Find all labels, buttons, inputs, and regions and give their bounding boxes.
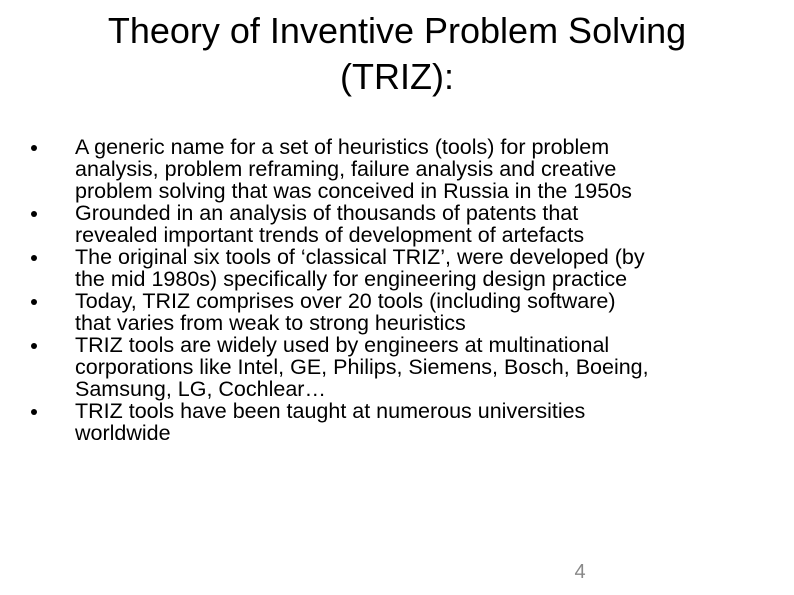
bullet-item (75, 202, 765, 246)
bullet-item (75, 290, 765, 334)
title-line-2: (TRIZ): (340, 56, 454, 97)
bullet-dot-icon (31, 211, 37, 217)
slide-title (40, 8, 754, 100)
bullet-item (75, 334, 765, 400)
title-line-1: Theory of Inventive Problem Solving (107, 10, 687, 51)
page-number: 4 (574, 561, 586, 583)
bullet-item (75, 246, 765, 290)
bullet-dot-icon (31, 255, 37, 261)
bullet-text: Grounded in an analysis of thousands of patents that revealed important trends of development of artefacts (75, 201, 585, 247)
bullet-text: TRIZ tools have been taught at numerous universities worldwide (75, 399, 586, 445)
bullet-text: A generic name for a set of heuristics (tools) for problem analysis, problem reframing, failure analysis and creative problem solving that was conceived in Russia in the 1950s (75, 135, 632, 203)
bullet-list (75, 136, 765, 444)
bullet-text: Today, TRIZ comprises over 20 tools (including software) that varies from weak to strong heuristics (75, 289, 616, 335)
bullet-text: TRIZ tools are widely used by engineers at multinational corporations like Intel, GE, Philips, Siemens, Bosch, Boeing, Samsung, LG, Cochlear… (75, 333, 649, 401)
bullet-item (75, 136, 765, 202)
bullet-dot-icon (31, 299, 37, 305)
bullet-dot-icon (31, 145, 37, 151)
bullet-item (75, 400, 765, 444)
bullet-dot-icon (31, 343, 37, 349)
bullet-dot-icon (31, 409, 37, 415)
bullet-text: The original six tools of ‘classical TRIZ’, were developed (by the mid 1980s) specifically for engineering design practice (75, 245, 645, 291)
